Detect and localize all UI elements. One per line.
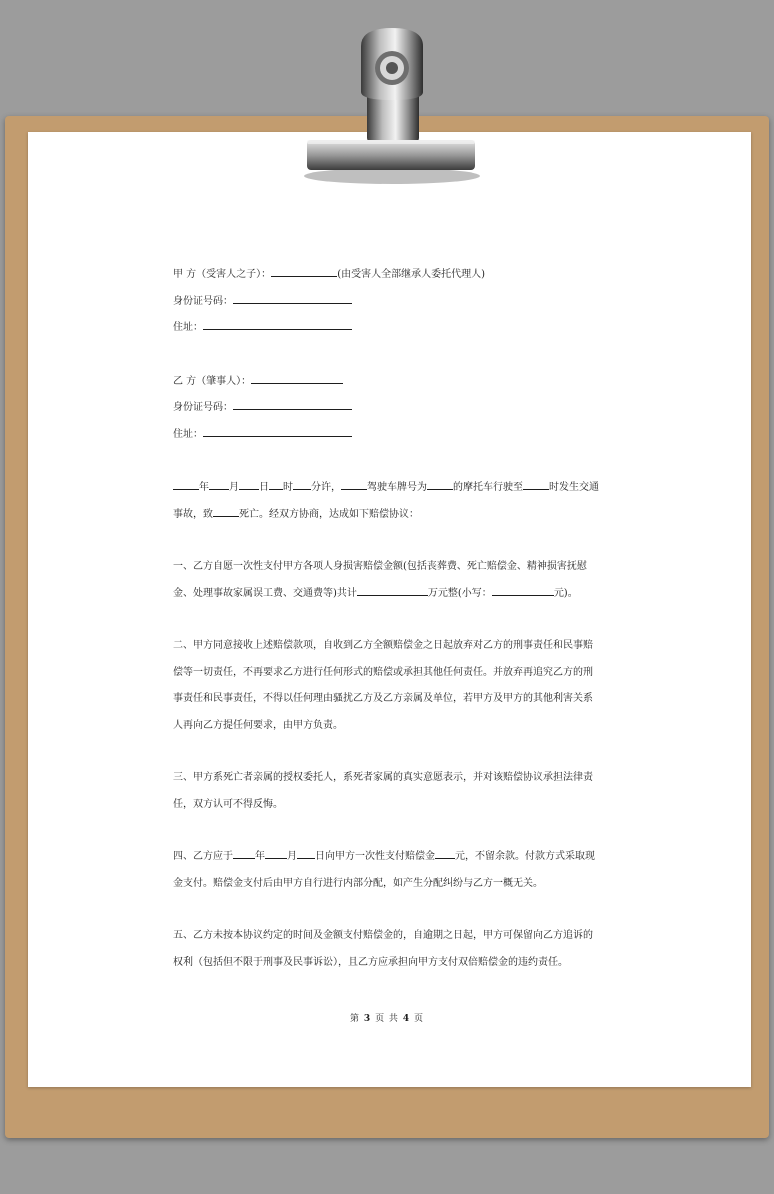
party-a-id-label: 身份证号码： xyxy=(173,295,233,307)
party-a-note: (由受害人全部继承人委托代理人) xyxy=(337,269,485,280)
minute-blank xyxy=(293,476,311,490)
clause-4-line-2: 金支付。赔偿金支付后由甲方自行进行内部分配，如产生分配纠纷与乙方一概无关。 xyxy=(173,877,543,889)
total-pages: 4 xyxy=(402,1014,411,1024)
driving-label: 驾驶车牌号为 xyxy=(367,482,427,493)
clause-2-line-3: 事责任和民事责任，不得以任何理由骚扰乙方及乙方亲属及单位，若甲方及甲方的其他利害关系 xyxy=(173,693,593,704)
clause-4-text-e: 元，不留余款。付款方式采取现 xyxy=(455,851,595,862)
agreement-body xyxy=(173,262,605,976)
party-b-name-blank xyxy=(251,370,343,384)
accident-result-label: 事故，致 xyxy=(173,508,213,520)
party-a-line xyxy=(173,262,605,289)
party-a-address-line xyxy=(173,315,605,342)
clause-2-line-2: 偿等一切责任，不再要求乙方进行任何形式的赔偿或承担其他任何责任。并放弃再追究乙方的刑 xyxy=(173,666,593,678)
intro-line-1 xyxy=(173,475,605,502)
party-a-address-label: 住址： xyxy=(173,322,203,333)
party-a-address-blank xyxy=(203,316,352,330)
party-b-label: 乙 方（肇事人）： xyxy=(173,375,252,387)
vehicle-label: 的摩托车行驶至 xyxy=(453,482,523,493)
current-page: 3 xyxy=(363,1014,372,1024)
accident-label: 时发生交通 xyxy=(549,482,599,493)
clause-1-text-a: 金、处理事故家属误工费、交通费等)共计 xyxy=(173,587,357,599)
intro-line-2 xyxy=(173,502,605,529)
binder-clip-icon xyxy=(0,0,774,190)
party-a-id-blank xyxy=(233,290,352,304)
total-amount-blank xyxy=(357,582,428,596)
clause-4-text-d: 日向甲方一次性支付赔偿金 xyxy=(315,851,435,862)
day-label: 日 xyxy=(259,482,269,493)
agreement-lead-in: 死亡。经双方协商，达成如下赔偿协议： xyxy=(239,508,419,520)
month-label: 月 xyxy=(229,482,239,493)
clause-3-line-2: 任，双方认可不得反悔。 xyxy=(173,798,283,810)
party-b-address-label: 住址： xyxy=(173,428,203,440)
pay-amount-blank xyxy=(435,845,455,859)
clause-2-line-1: 二、甲方同意接收上述赔偿款项，自收到乙方全额赔偿金之日起放弃对乙方的刑事责任和民事赔 xyxy=(173,640,593,651)
party-b-id-label: 身份证号码： xyxy=(173,402,233,413)
hour-blank xyxy=(269,476,283,490)
plate-blank xyxy=(427,476,453,490)
clause-5-line-1: 五、乙方未按本协议约定的时间及金额支付赔偿金的，自逾期之日起，甲方可保留向乙方追诉的 xyxy=(173,930,593,941)
party-b-address-line xyxy=(173,422,605,449)
page-suffix: 页 xyxy=(413,1014,424,1024)
page-prefix: 第 xyxy=(350,1014,361,1024)
page-middle: 页 共 xyxy=(375,1014,399,1024)
pay-month-label: 月 xyxy=(287,851,297,862)
party-b-address-blank xyxy=(203,423,352,437)
year-label: 年 xyxy=(199,482,209,493)
party-b-id-line xyxy=(173,395,605,422)
clause-3-line-1: 三、甲方系死亡者亲属的授权委托人，系死者家属的真实意愿表示，并对该赔偿协议承担法律责 xyxy=(173,772,593,783)
clause-4-text-a: 四、乙方应于 xyxy=(173,851,233,862)
hour-label: 时 xyxy=(283,482,293,493)
amount-figure-blank xyxy=(492,582,554,596)
clause-4-line-1 xyxy=(173,844,605,871)
pay-day-blank xyxy=(297,845,315,859)
party-a-id-line xyxy=(173,289,605,316)
party-b-line xyxy=(173,369,605,396)
day-blank xyxy=(239,476,259,490)
year-blank xyxy=(173,476,199,490)
party-a-label: 甲 方（受害人之子）： xyxy=(173,269,272,280)
clause-1-text-b: 万元整(小写： xyxy=(427,587,492,599)
clause-5-line-2: 权利（包括但不限于刑事及民事诉讼），且乙方应承担向甲方支付双倍赔偿金的违约责任。 xyxy=(173,956,568,968)
clause-1-text-c: 元)。 xyxy=(553,587,578,599)
location-blank xyxy=(523,476,549,490)
pay-year-label: 年 xyxy=(255,851,265,862)
month-blank xyxy=(209,476,229,490)
minute-label: 分许， xyxy=(311,482,341,493)
pay-year-blank xyxy=(233,845,255,859)
party-a-name-blank xyxy=(271,263,337,277)
page-number xyxy=(0,1011,774,1024)
clause-1-line-1: 一、乙方自愿一次性支付甲方各项人身损害赔偿金额(包括丧葬费、死亡赔偿金、精神损害抚慰 xyxy=(173,561,587,572)
driver-blank xyxy=(341,476,367,490)
party-b-id-blank xyxy=(233,396,352,410)
victim-blank xyxy=(213,503,239,517)
pay-month-blank xyxy=(265,845,287,859)
clause-2-line-4: 人再向乙方提任何要求，由甲方负责。 xyxy=(173,719,343,731)
clause-1-line-2 xyxy=(173,581,605,608)
